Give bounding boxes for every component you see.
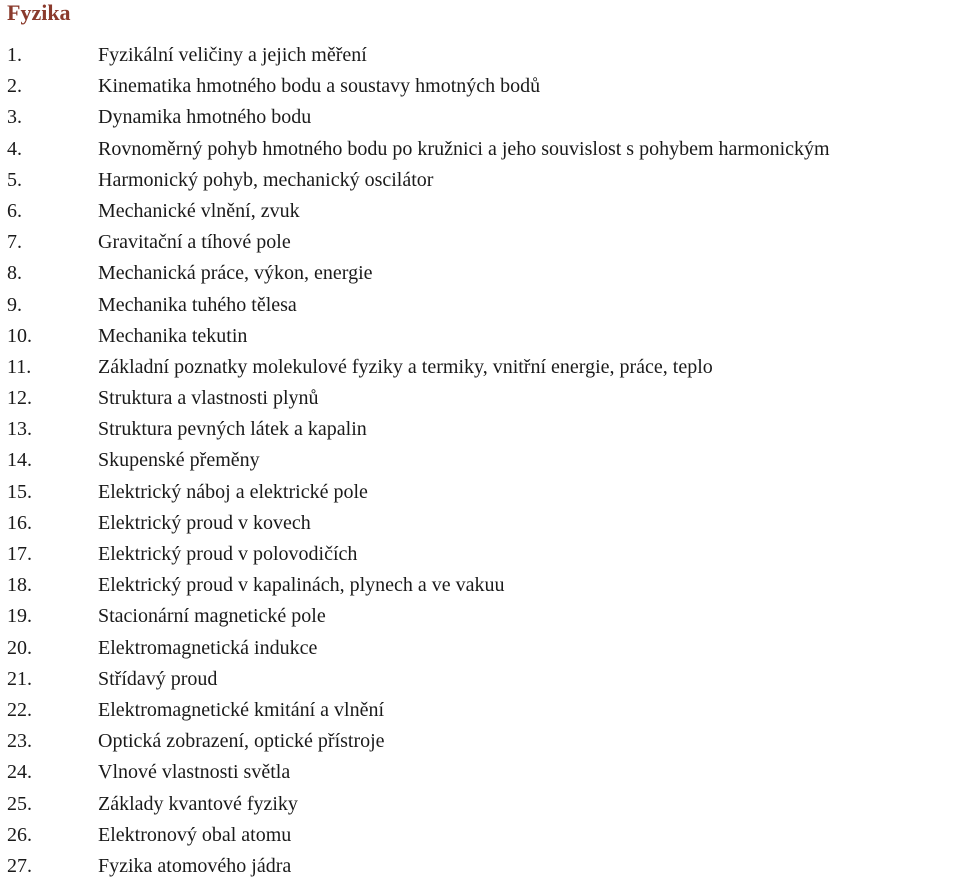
topic-item — [0, 539, 960, 570]
topic-list — [0, 40, 960, 882]
topic-number: 12. — [7, 387, 32, 410]
topic-number: 25. — [7, 792, 32, 815]
topic-number: 19. — [7, 605, 32, 628]
topic-title: Dynamika hmotného bodu — [98, 106, 312, 129]
topic-number: 6. — [7, 199, 22, 222]
topic-title: Elektromagnetická indukce — [98, 636, 318, 659]
topic-number: 23. — [7, 730, 32, 753]
topic-number: 17. — [7, 543, 32, 565]
topic-number: 20. — [7, 636, 32, 659]
topic-item — [0, 165, 960, 196]
topic-title: Harmonický pohyb, mechanický oscilátor — [98, 168, 434, 191]
topic-title: Struktura a vlastnosti plynů — [98, 387, 319, 410]
topic-number: 8. — [7, 262, 22, 285]
topic-number: 13. — [7, 418, 32, 441]
topic-number: 24. — [7, 761, 32, 784]
topic-item — [0, 258, 960, 289]
topic-item — [0, 40, 960, 71]
topic-title: Elektrický proud v polovodičích — [98, 543, 358, 565]
topic-item — [0, 196, 960, 227]
topic-title: Vlnové vlastnosti světla — [98, 761, 291, 784]
topic-item — [0, 352, 960, 383]
topic-item — [0, 633, 960, 664]
topic-item — [0, 726, 960, 757]
topic-number: 7. — [7, 231, 22, 254]
topic-title: Základní poznatky molekulové fyziky a termiky, vnitřní energie, práce, teplo — [98, 355, 713, 378]
topic-item — [0, 601, 960, 632]
topic-item — [0, 570, 960, 601]
topic-number: 14. — [7, 449, 32, 472]
topic-title: Gravitační a tíhové pole — [98, 231, 291, 254]
topic-item — [0, 134, 960, 165]
topic-item — [0, 851, 960, 882]
topic-number: 15. — [7, 480, 32, 503]
topic-title: Střídavý proud — [98, 667, 218, 690]
topic-item — [0, 508, 960, 539]
topic-number: 2. — [7, 75, 22, 98]
topic-item — [0, 789, 960, 820]
topic-title: Elektrický náboj a elektrické pole — [98, 480, 368, 503]
topic-number: 5. — [7, 168, 22, 191]
topic-number: 21. — [7, 667, 32, 690]
topic-number: 4. — [7, 137, 22, 160]
topic-title: Rovnoměrný pohyb hmotného bodu po kružnici a jeho souvislost s pohybem harmonickým — [98, 137, 830, 160]
topic-item — [0, 290, 960, 321]
topic-item — [0, 477, 960, 508]
topic-item — [0, 664, 960, 695]
topic-item — [0, 757, 960, 788]
topic-number: 9. — [7, 293, 22, 316]
topic-title: Kinematika hmotného bodu a soustavy hmotných bodů — [98, 75, 541, 98]
topic-title: Stacionární magnetické pole — [98, 605, 326, 628]
topic-item — [0, 445, 960, 476]
topic-item — [0, 695, 960, 726]
topic-item — [0, 71, 960, 102]
topic-title: Základy kvantové fyziky — [98, 792, 298, 815]
topic-item — [0, 383, 960, 414]
topic-title: Fyzika atomového jádra — [98, 854, 292, 877]
topic-item — [0, 227, 960, 258]
topic-number: 18. — [7, 574, 32, 597]
topic-title: Mechanické vlnění, zvuk — [98, 199, 300, 222]
topic-title: Elektrický proud v kovech — [98, 511, 311, 534]
topic-title: Mechanika tuhého tělesa — [98, 293, 297, 316]
topic-title: Elektromagnetické kmitání a vlnění — [98, 698, 385, 721]
topic-title: Fyzikální veličiny a jejich měření — [98, 44, 367, 66]
topic-number: 11. — [7, 355, 32, 378]
topic-number: 26. — [7, 823, 32, 846]
topic-item — [0, 102, 960, 133]
topic-title: Optická zobrazení, optické přístroje — [98, 730, 385, 753]
topic-item — [0, 820, 960, 851]
topic-title: Struktura pevných látek a kapalin — [98, 418, 367, 441]
page-heading: Fyzika — [7, 0, 71, 25]
topic-title: Mechanická práce, výkon, energie — [98, 262, 373, 285]
topic-number: 10. — [7, 324, 32, 347]
topic-number: 16. — [7, 511, 32, 534]
topic-item — [0, 321, 960, 352]
topic-number: 3. — [7, 106, 22, 129]
topic-number: 27. — [7, 854, 32, 877]
topic-number: 22. — [7, 698, 32, 721]
topic-title: Mechanika tekutin — [98, 324, 248, 347]
topic-title: Elektronový obal atomu — [98, 823, 292, 846]
topic-title: Elektrický proud v kapalinách, plynech a ve vakuu — [98, 574, 505, 597]
topic-item — [0, 414, 960, 445]
topic-title: Skupenské přeměny — [98, 449, 260, 472]
topic-number: 1. — [7, 44, 22, 66]
